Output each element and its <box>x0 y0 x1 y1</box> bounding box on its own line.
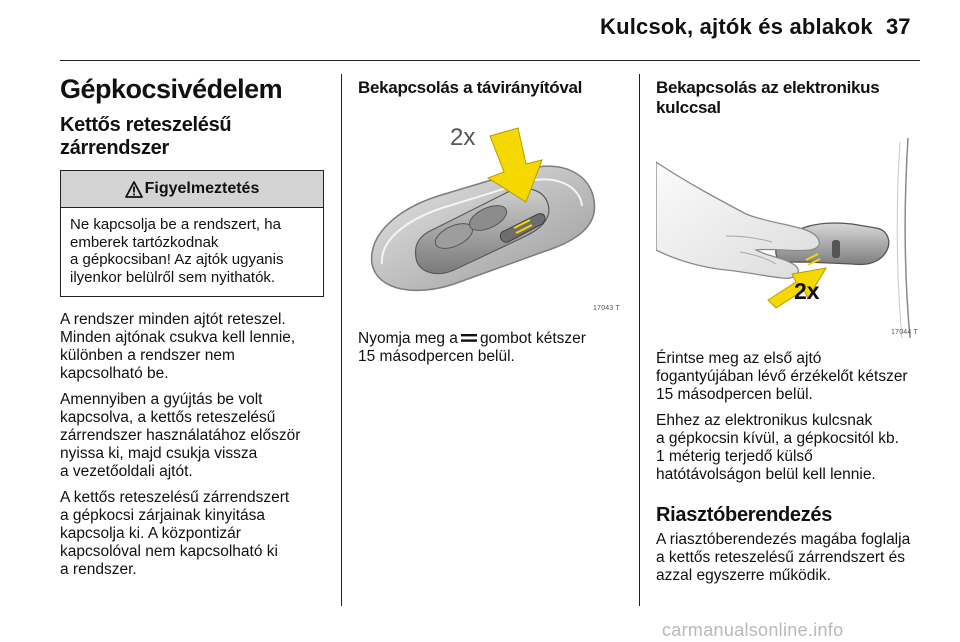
text-line: a gépkocsi zárjainak kinyitása <box>60 507 266 524</box>
text-line: 15 másodpercen belül. <box>656 386 813 403</box>
text-line: hatótávolságon belül kell lennie. <box>656 466 876 483</box>
text-line: a vezetőoldali ajtót. <box>60 463 193 480</box>
text-line: kapcsolja ki. A központizár <box>60 525 241 542</box>
subsection-title <box>60 114 328 160</box>
paragraph <box>60 311 328 383</box>
subsection-title-line: zárrendszer <box>60 137 169 159</box>
warning-text <box>61 208 323 296</box>
text-line: a gépkocsin kívül, a gépkocsitól kb. <box>656 430 899 447</box>
paragraph <box>60 391 328 481</box>
door-handle-figure <box>656 132 920 338</box>
text-line: a gépkocsiban! Az ajtók ugyanis <box>70 251 284 268</box>
paragraph <box>656 412 924 484</box>
remote-key-illustration <box>358 114 622 314</box>
text-line: A kettős reteszelésű zárrendszert <box>60 489 290 506</box>
figure-label: 2x <box>450 124 476 151</box>
figure-code: 17043 T <box>593 305 620 312</box>
column-heading-line: Bekapcsolás az elektronikus <box>656 78 880 97</box>
subsection-title-line: Kettős reteszelésű <box>60 114 232 136</box>
header-rule <box>60 60 920 61</box>
warning-triangle-icon <box>125 181 143 198</box>
text-line: kapcsolva, a kettős reteszelésű <box>60 409 276 426</box>
text-line: 15 másodpercen belül. <box>358 348 515 365</box>
text-line: Ne kapcsolja be a rendszert, ha <box>70 216 281 233</box>
column-left <box>60 72 328 579</box>
paragraph <box>656 531 924 585</box>
warning-box <box>60 170 324 297</box>
text-line: kapcsolható be. <box>60 365 169 382</box>
text-line: 1 méterig terjedő külső <box>656 448 813 465</box>
text-line: Ehhez az elektronikus kulcsnak <box>656 412 873 429</box>
figure-code: 17044 T <box>891 329 918 336</box>
warning-header <box>61 171 323 208</box>
text-line: A rendszer minden ajtót reteszel. <box>60 311 286 328</box>
page-number: 37 <box>886 14 911 39</box>
page-header-title: Kulcsok, ajtók és ablakok <box>600 14 873 39</box>
column-divider <box>639 74 640 606</box>
watermark: carmanualsonline.info <box>662 620 844 640</box>
column-right <box>656 72 924 585</box>
warning-title: Figyelmeztetés <box>144 180 260 197</box>
text-line: azzal egyszerre működik. <box>656 567 831 584</box>
lock-button-symbol-icon <box>461 333 477 343</box>
text-line: gombot kétszer <box>479 330 586 347</box>
paragraph <box>60 489 328 579</box>
text-line: a rendszer. <box>60 561 137 578</box>
door-handle-illustration <box>656 132 920 338</box>
column-heading: Bekapcsolás a távirányítóval <box>358 78 583 97</box>
text-line: Nyomja meg a <box>358 330 458 347</box>
paragraph <box>358 330 626 366</box>
column-heading-line: kulccsal <box>656 98 721 117</box>
text-line: zárrendszer használatához először <box>60 427 301 444</box>
text-line: Amennyiben a gyújtás be volt <box>60 391 263 408</box>
text-line: fogantyújában lévő érzékelőt kétszer <box>656 368 908 385</box>
column-middle <box>358 72 626 366</box>
text-line: ilyenkor belülről sem nyithatók. <box>70 268 276 286</box>
paragraph <box>656 350 924 404</box>
section-title: Gépkocsivédelem <box>60 74 283 104</box>
text-line: A riasztóberendezés magába foglalja <box>656 531 911 548</box>
text-line: különben a rendszer nem <box>60 347 235 364</box>
remote-key-figure <box>358 114 622 314</box>
column-divider <box>341 74 342 606</box>
text-line: nyissa ki, majd csukja vissza <box>60 445 258 462</box>
text-line: Érintse meg az első ajtó <box>656 350 822 367</box>
text-line: Minden ajtónak csukva kell lennie, <box>60 329 296 346</box>
text-line: a kettős reteszelésű zárrendszert és <box>656 549 905 566</box>
section-title: Riasztóberendezés <box>656 504 833 526</box>
column-heading <box>656 78 924 118</box>
figure-label: 2x <box>794 278 820 304</box>
text-line: kapcsolóval nem kapcsolható ki <box>60 543 278 560</box>
text-line: emberek tartózkodnak <box>70 233 219 251</box>
